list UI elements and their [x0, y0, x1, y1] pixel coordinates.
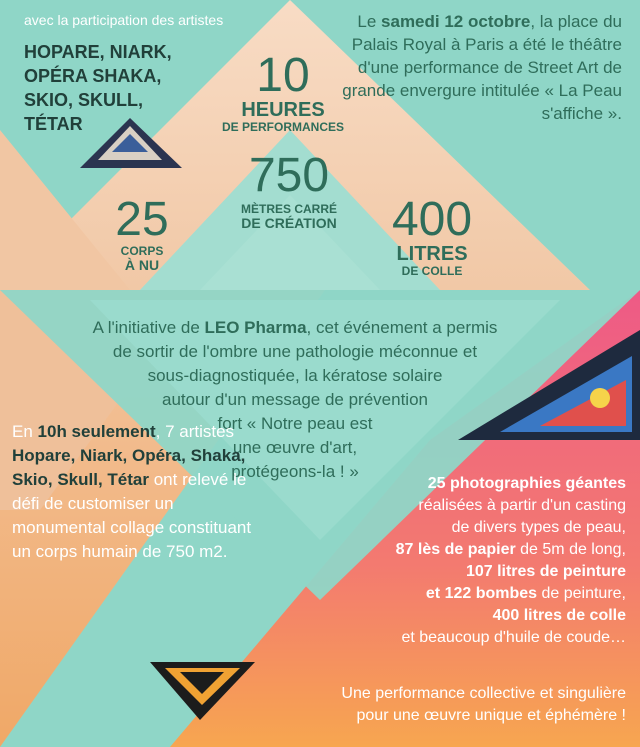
right-line-6	[306, 583, 626, 605]
left-p1: En	[12, 422, 38, 441]
stat-area-value: 750	[248, 149, 330, 202]
right-line-6-bold: et 122 bombes	[425, 585, 538, 602]
story-paragraph	[322, 10, 622, 125]
right-line-4	[306, 539, 626, 561]
left-paragraph	[12, 420, 262, 564]
right-line-6-rest: de peinture,	[537, 585, 626, 602]
artist-line: HOPARE, NIARK,	[24, 42, 172, 62]
left-p5: ont relevé le défi de customiser un monumental collage constituant un corps humain de 750 m2.	[12, 470, 252, 561]
closing-line-2: pour une œuvre unique et éphémère !	[356, 707, 626, 724]
stat-area	[210, 149, 368, 231]
right-line-4-bold: 87 lès de papier	[395, 541, 516, 558]
artist-line: OPÉRA SHAKA,	[24, 66, 162, 86]
right-line-7: 400 litres de colle	[492, 607, 626, 624]
artists-intro: avec la participation des artistes	[24, 12, 224, 28]
stat-glue-label2: DE COLLE	[401, 264, 463, 278]
stat-bodies-label2: À NU	[124, 257, 160, 273]
stat-hours-label1: HEURES	[241, 99, 325, 121]
artist-line: TÉTAR	[24, 114, 83, 134]
right-line-4-rest: de 5m de long,	[515, 541, 626, 558]
story-rest: , la place du Palais Royal à Paris a été le théâtre d'une performance de Street Art de grande envergure intitulée « La Peau s'affiche ».	[342, 12, 622, 123]
right-line-2: réalisées à partir d'un casting	[418, 497, 626, 514]
initiative-before: A l'initiative de	[92, 318, 205, 337]
left-p4: Hopare, Niark, Opéra, Shaka, Skio, Skull, Tétar	[12, 446, 246, 489]
stat-glue-label1: LITRES	[396, 243, 468, 265]
stat-glue-value: 400	[391, 193, 473, 246]
initiative-line-6: protégeons-la ! »	[231, 462, 359, 481]
stat-area-label1: MÈTRES CARRÉ	[240, 202, 337, 216]
story-date: samedi 12 octobre	[381, 12, 531, 31]
right-line-1: 25 photographies géantes	[427, 475, 626, 492]
stat-hours	[204, 49, 362, 134]
right-line-3: de divers types de peau,	[451, 519, 626, 536]
stat-bodies-label1: CORPS	[120, 244, 164, 258]
story-prefix: Le	[357, 12, 382, 31]
initiative-line-0: , cet événement a permis	[306, 318, 498, 337]
initiative-line-2: sous-diagnostiquée, la kératose solaire	[147, 366, 443, 385]
initiative-line-1: de sortir de l'ombre une pathologie méconnue et	[112, 342, 478, 361]
left-p3: , 7 artistes	[155, 422, 235, 441]
artist-line: SKIO, SKULL,	[24, 90, 144, 110]
right-line-5: 107 litres de peinture	[465, 563, 626, 580]
left-p2: 10h seulement	[37, 422, 156, 441]
stat-bodies-value: 25	[115, 193, 169, 246]
initiative-line	[60, 316, 530, 340]
stat-bodies	[92, 193, 192, 273]
initiative-line-4: fort « Notre peau est	[217, 414, 373, 433]
right-line-8: et beaucoup d'huile de coude…	[401, 629, 626, 646]
initiative-line-3: autour d'un message de prévention	[162, 390, 428, 409]
closing-text	[266, 683, 626, 727]
artists-names	[24, 40, 214, 136]
closing-line-1: Une performance collective et singulière	[341, 685, 626, 702]
initiative-line-5: une œuvre d'art,	[232, 438, 358, 457]
stat-hours-label2: DE PERFORMANCES	[221, 120, 344, 134]
right-paragraph	[306, 473, 626, 649]
initiative-brand: LEO Pharma	[204, 318, 307, 337]
stat-hours-value: 10	[256, 49, 310, 102]
stat-glue	[380, 193, 484, 278]
stat-area-label2: DE CRÉATION	[241, 215, 337, 231]
